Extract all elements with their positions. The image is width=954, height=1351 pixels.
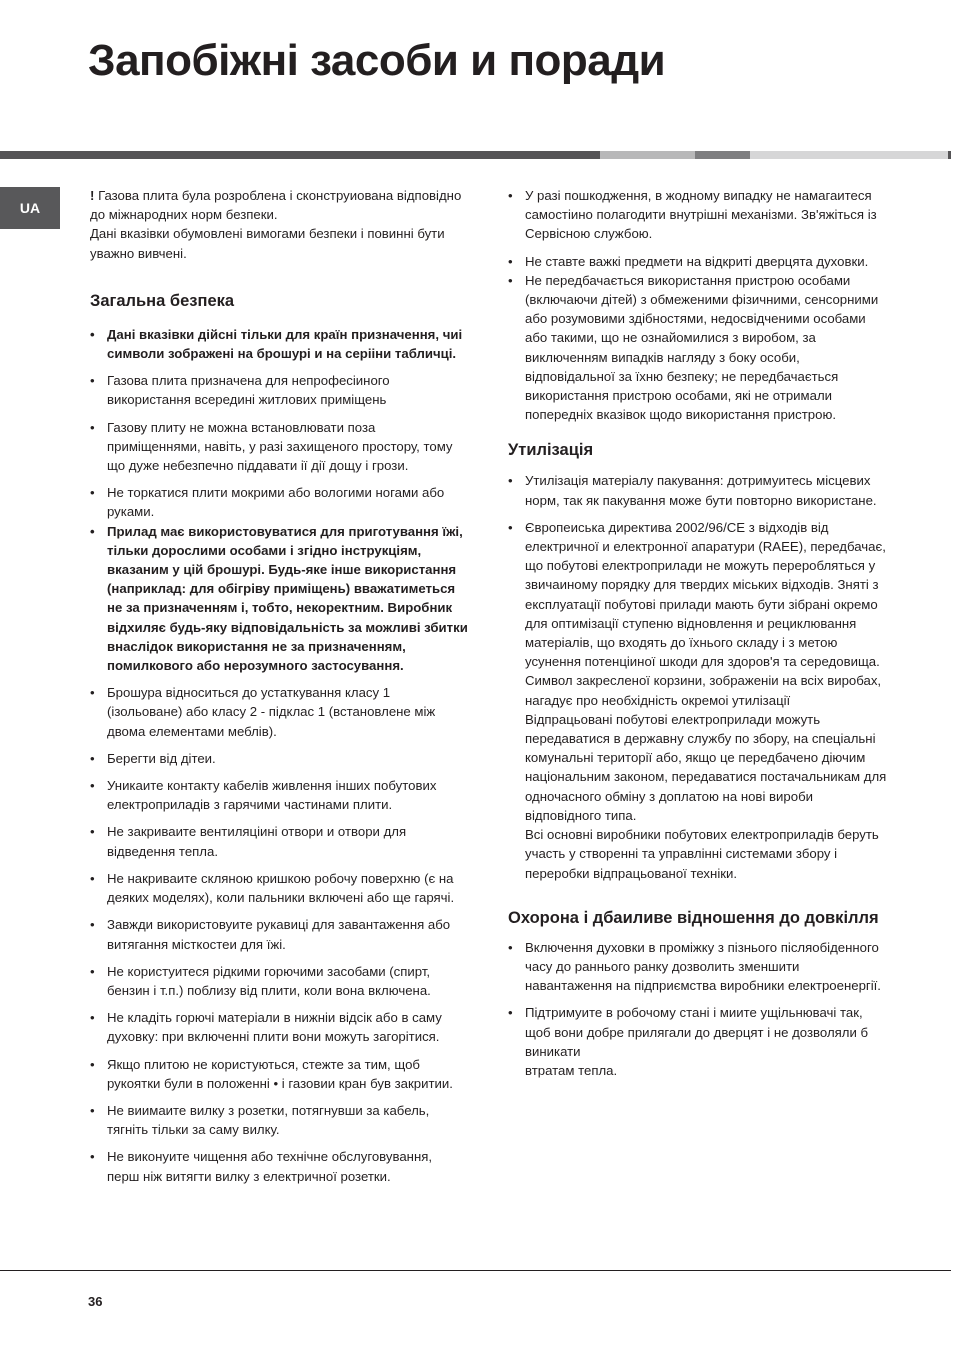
list-item: • Не закриваите вентиляціині отвори и отвори для відведення тепла. xyxy=(90,822,468,860)
section-heading-disposal: Утилізація xyxy=(508,441,594,460)
list-item: • Берегти від дітеи. xyxy=(90,749,468,768)
list-item: • Газову плиту не можна встановлювати поза приміщеннями, навіть, у разі захищеного простору, тому що дуже небезпечно піддавати ії дії дощу і грози. xyxy=(90,418,468,476)
header-band-mid xyxy=(695,151,750,159)
list-item xyxy=(508,1003,888,1080)
list-item: • Прилад має використовуватися для приготування їжі, тільки дорослими особами і згідно інструкціям, вказаним у цій брошурі. Будь-яке інше використання (наприклад: для обігріву приміщень) вважатиметься не за призначенням і, тобто, некоректним. Виробник відхиляє будь-яку відповідальність за можливі збитки внаслідок використання не за призначенням, помилкового або нерозумного застосування. xyxy=(90,522,468,676)
general-safety-list xyxy=(90,325,468,1186)
list-item: • Не користуитеся рідкими горючими засобами (спирт, бензин і т.п.) поблизу від плити, коли вона включена. xyxy=(90,962,468,1000)
page-number: 36 xyxy=(88,1294,103,1309)
warning-mark: ! xyxy=(90,188,95,203)
intro-text-1: Газова плита була розроблена і сконструиована відповідно до міжнародних норм безпеки. xyxy=(90,188,462,223)
disposal-directive-text-2: Відпрацьовані побутові електроприлади можуть передаватися в державну службу по збору, на спеціальні комунальні території або, якщо це передбачено діючим національним законом, передаватися постачальникам для одночасного обміну з доплатою на нові вироби відповідного типа. xyxy=(525,711,887,823)
list-item: • Включення духовки в проміжку з пізнього післяобіденного часу до раннього ранку дозволить зменшити навантаження на підприємства виробники електроенергії. xyxy=(508,938,888,996)
list-item: • Не накриваите скляною кришкою робочу поверхню (є на деяких моделях), коли пальники включені або ще гарячі. xyxy=(90,869,468,907)
disposal-directive-text-3: Всі основні виробники побутових електроприладів беруть участь у створенні та управлінні системами збору і переробки відпрацьованої техніки. xyxy=(525,827,879,881)
list-item: • Не передбачається використання пристрою особами (включаючи дітей) з обмеженими фізичними, сенсорними або розумовими здібностями, недосвідченими особами або такими, що не ознайомилися з виробом, за виключенням випадків нагляду з боку особи, відповідальної за їхню безпеку; не передбачається використання пристрою особами, які не отримали попередніх вказівок щодо використання пристрою. xyxy=(508,271,888,425)
header-band-end xyxy=(948,151,951,159)
list-item xyxy=(508,518,888,883)
environment-list xyxy=(508,938,888,1080)
right-column xyxy=(508,186,888,1080)
list-item: • Газова плита призначена для непрофесіиного використання всередині житлових приміщень xyxy=(90,371,468,409)
disposal-list xyxy=(508,471,888,882)
list-item: • Уникаите контакту кабелів живлення інших побутових електроприладів з гарячими частинами плити. xyxy=(90,776,468,814)
disposal-directive-text: • Європеиська директива 2002/96/CE з відходів від електричної и електронної апаратури (RAEE), передбачає, що побутові електроприлади не можуть переробляться у звичаиному порядку для твердих міських відходів. Зняті з експлуатації побутові прилади мають бути зібрані окремо для оптимізації ступеню відновлення и рециклювання матеріалів, що входять до їхнього складу і з метою усунення потенціиної шкоди для здоров'я та середовища. Символ закресленої корзини, зображеніи на всіх виробах, нагадує про необхідність окремоі утилізації xyxy=(525,519,886,708)
intro-paragraph xyxy=(90,186,468,224)
environment-seals-text-2: втратам тепла. xyxy=(525,1062,618,1078)
list-item: • Утилізація матеріалу пакування: дотримуитесь місцевих норм, так як пакування може бути повторно використане. xyxy=(508,471,888,509)
list-item: • Якщо плитою не користуються, стежте за тим, щоб рукоятки були в положенні • і газовии кран був закритии. xyxy=(90,1055,468,1093)
list-item: • Не ставте важкі предмети на відкриті дверцята духовки. xyxy=(508,252,888,271)
left-column xyxy=(90,186,468,1186)
list-item: • Не виимаите вилку з розетки, потягнувши за кабель, тягніть тільки за саму вилку. xyxy=(90,1101,468,1139)
header-band-light xyxy=(600,151,695,159)
section-heading-general-safety: Загальна безпека xyxy=(90,291,235,310)
list-item: • Дані вказівки дійсні тільки для країн призначення, чиі символи зображені на брошурі и на серііни табличці. xyxy=(90,325,468,363)
list-item: • Не кладіть горючі матеріали в нижніи відсік або в саму духовку: при включенні плити вони можуть загорітися. xyxy=(90,1008,468,1046)
list-item: • Не виконуите чищення або технічне обслуговування, перш ніж витягти вилку з електричної розетки. xyxy=(90,1147,468,1185)
list-item: • Завжди використовуите рукавиці для завантаження або витягання місткостеи для їжі. xyxy=(90,915,468,953)
header-band-dark xyxy=(0,151,600,159)
section-heading-environment: Охорона і дбаиливе відношення до довкілля xyxy=(508,908,879,927)
general-safety-list-continued xyxy=(508,186,888,424)
header-band-pale xyxy=(750,151,948,159)
footer-rule xyxy=(0,1270,951,1271)
environment-seals-text: • Підтримуите в робочому стані і миите ущільнювачі так, щоб вони добре прилягали до дверцят і не дозволяли б виникати xyxy=(525,1005,869,1059)
list-item: • У разі пошкодження, в жодному випадку не намагаитеся самостіино полагодити внутрішні механізми. Зв'яжіться із Сервісною службою. xyxy=(508,186,888,244)
intro-text-2: Дані вказівки обумовлені вимогами безпеки і повинні бути уважно вивчені. xyxy=(90,226,445,261)
page-title: Запобіжні засоби и поради xyxy=(88,36,666,85)
list-item: • Брошура відноситься до устаткування класу 1 (ізольоване) або класу 2 - підклас 1 (встановлене між двома елементами меблів). xyxy=(90,683,468,741)
list-item: • Не торкатися плити мокрими або вологими ногами або руками. xyxy=(90,483,468,521)
language-tab: UA xyxy=(0,187,60,229)
